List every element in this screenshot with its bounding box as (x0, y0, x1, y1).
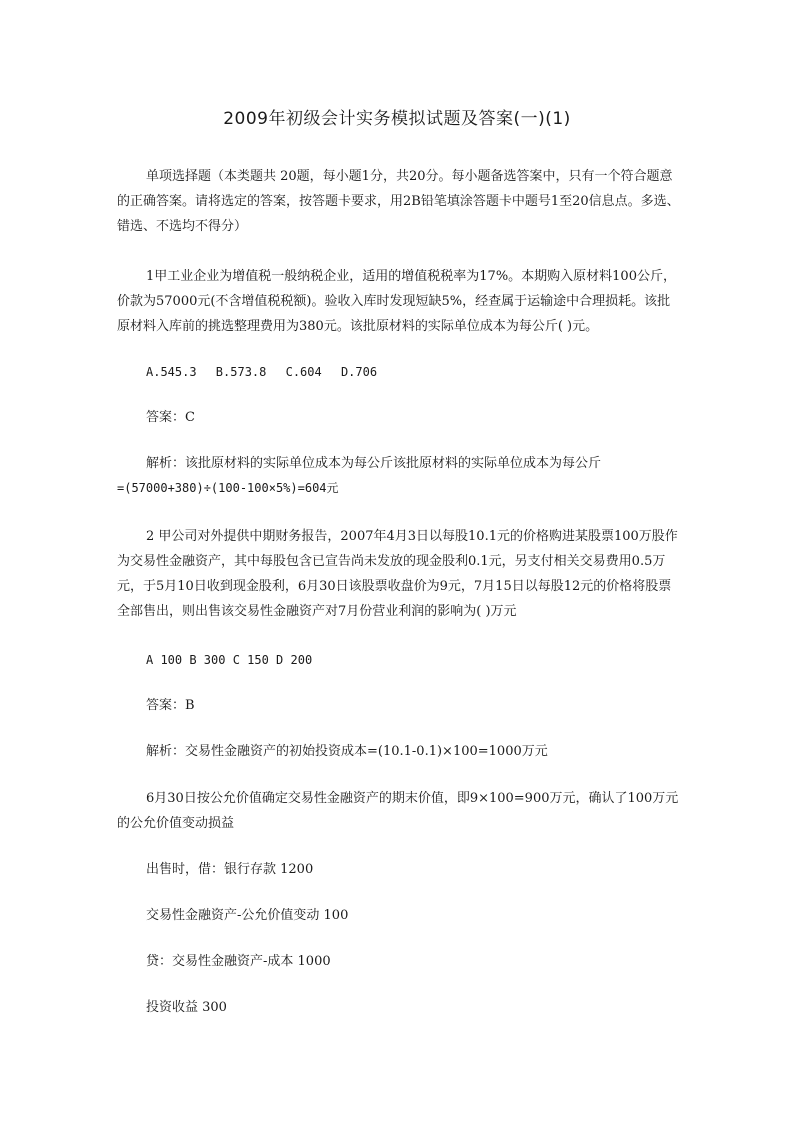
question-1-analysis: 解析：该批原材料的实际单位成本为每公斤该批原材料的实际单位成本为每公斤 (146, 456, 602, 471)
question-1-analysis-formula: =(57000+380)÷(100-100×5%)=604元 (117, 481, 339, 495)
journal-entry-3: 贷：交易性金融资产-成本 1000 (146, 954, 331, 969)
journal-entry-1: 出售时，借：银行存款 1200 (146, 862, 314, 877)
document-title: 2009年初级会计实务模拟试题及答案(一)(1) (223, 109, 571, 129)
journal-entry-2: 交易性金融资产-公允价值变动 100 (146, 908, 349, 923)
question-2-analysis: 解析：交易性金融资产的初始投资成本=(10.1-0.1)×100=1000万元 (146, 744, 548, 759)
journal-entry-4: 投资收益 300 (146, 1000, 227, 1015)
question-1-options: A.545.3 B.573.8 C.604 D.706 (146, 365, 378, 379)
question-1-text: 1甲工业企业为增值税一般纳税企业，适用的增值税税率为17%。本期购入原材料100公斤，价款为57000元(不含增值税税额)。验收入库时发现短缺5%，经查属于运输途中合理损耗。该批原材料入库前的挑选整理费用为380元。该批原材料的实际单位成本为每公斤( )元。 (117, 269, 676, 334)
question-2-options: A 100 B 300 C 150 D 200 (146, 653, 313, 667)
question-2-answer: 答案：B (146, 698, 195, 713)
question-2-text: 2 甲公司对外提供中期财务报告，2007年4月3日以每股10.1元的价格购进某股票100万股作为交易性金融资产，其中每股包含已宣告尚未发放的现金股利0.1元，另支付相关交易费用0.5万元，于5月10日收到现金股利，6月30日该股票收盘价为9元，7月15日以每股12元的价格将股票全部售出，则出售该交易性金融资产对7月份营业利润的影响为( )万元 (117, 529, 678, 619)
question-1-answer: 答案：C (146, 410, 195, 425)
intro-paragraph: 单项选择题（本类题共 20题，每小题1分，共20分。每小题备选答案中，只有一个符合题意的正确答案。请将选定的答案，按答题卡要求，用2B铅笔填涂答题卡中题号1至20信息点。多选、错选、不选均不得分） (117, 169, 680, 234)
question-2-note: 6月30日按公允价值确定交易性金融资产的期末价值，即9×100=900万元，确认了100万元的公允价值变动损益 (117, 791, 679, 831)
